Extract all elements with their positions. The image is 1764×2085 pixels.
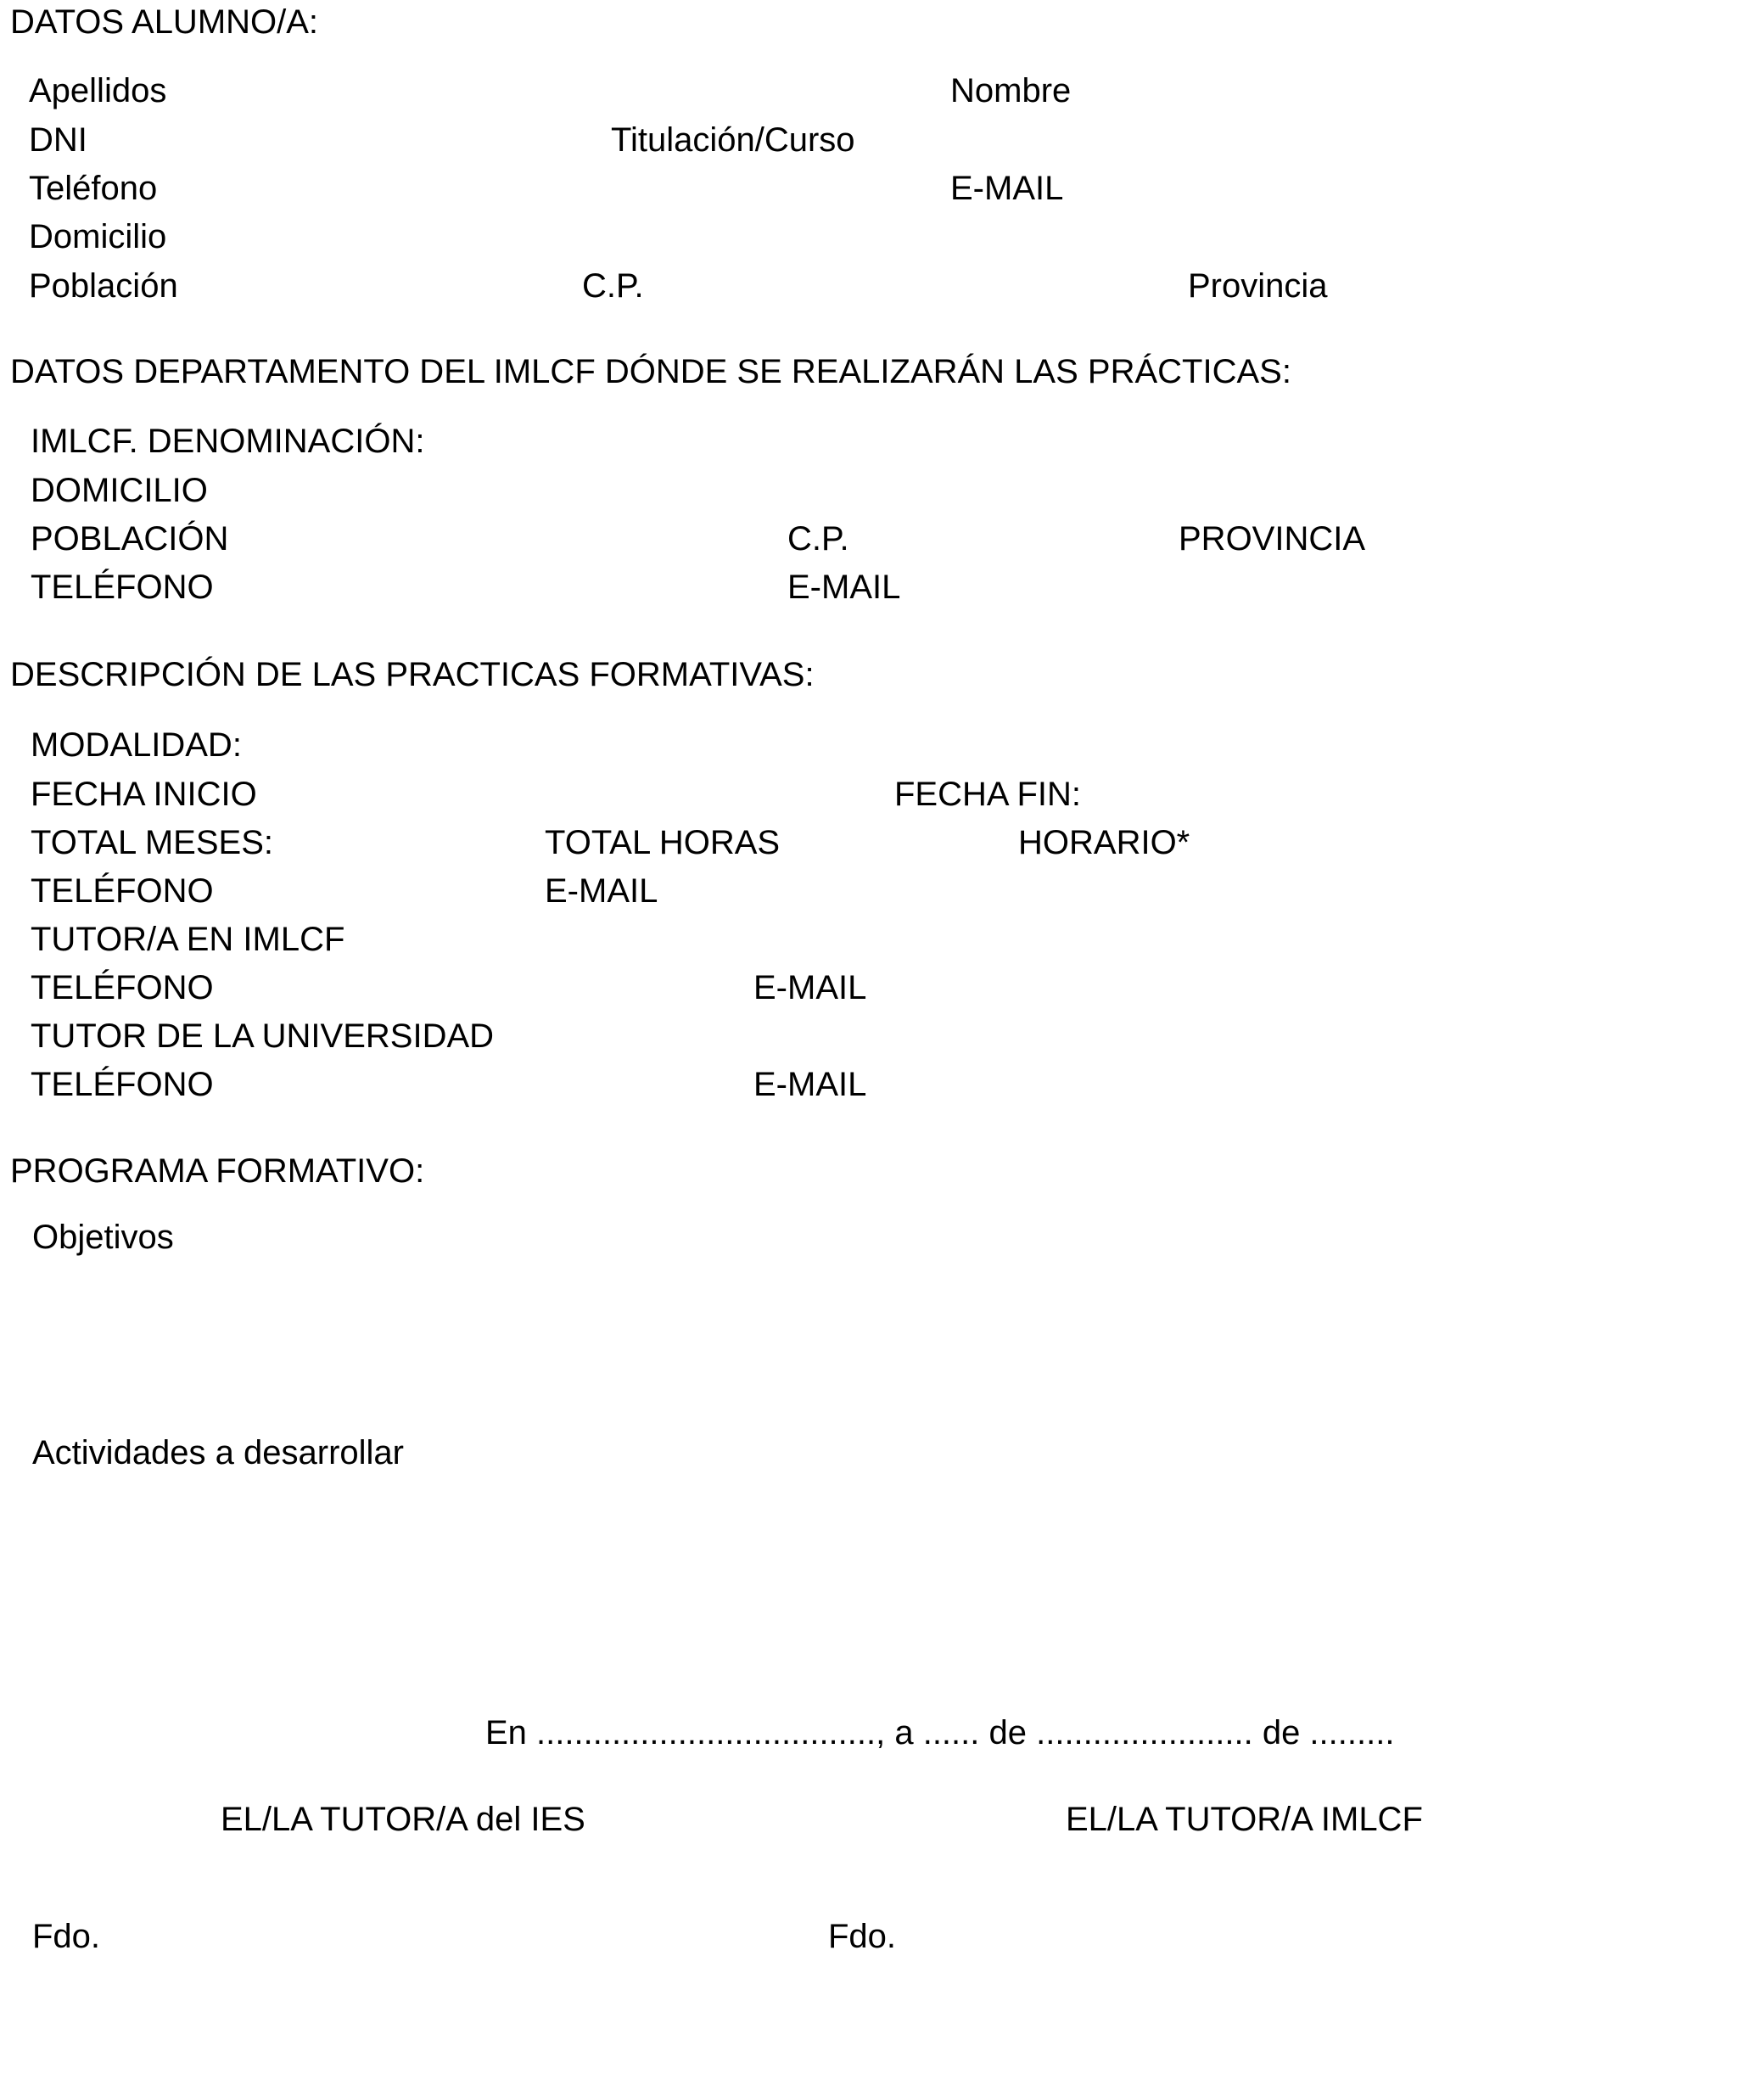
desc-telefono-2: TELÉFONO bbox=[31, 969, 214, 1006]
desc-email-1: E-MAIL bbox=[545, 872, 658, 910]
telefono-label: Teléfono bbox=[29, 170, 158, 207]
provincia-label: Provincia bbox=[1188, 267, 1328, 305]
departamento-heading: DATOS DEPARTAMENTO DEL IMLCF DÓNDE SE REALIZARÁN LAS PRÁCTICAS: bbox=[10, 353, 1291, 390]
dep-cp-label: C.P. bbox=[787, 520, 849, 558]
nombre-label: Nombre bbox=[950, 72, 1072, 109]
horario-label: HORARIO* bbox=[1018, 824, 1190, 861]
denominacion-label: IMLCF. DENOMINACIÓN: bbox=[31, 423, 425, 460]
desc-email-3: E-MAIL bbox=[753, 1066, 867, 1103]
cp-label: C.P. bbox=[582, 267, 644, 305]
desc-telefono-1: TELÉFONO bbox=[31, 872, 214, 910]
dep-email-label: E-MAIL bbox=[787, 569, 901, 606]
lugar-fecha-line: En ...................................., a ...... de ....................... de ......... bbox=[485, 1714, 1395, 1752]
alumno-heading: DATOS ALUMNO/A: bbox=[10, 3, 319, 41]
titulacion-label: Titulación/Curso bbox=[611, 121, 855, 159]
domicilio-label: Domicilio bbox=[29, 218, 167, 255]
dni-label: DNI bbox=[29, 121, 87, 159]
descripcion-heading: DESCRIPCIÓN DE LAS PRACTICAS FORMATIVAS: bbox=[10, 656, 815, 693]
total-horas-label: TOTAL HORAS bbox=[545, 824, 781, 861]
email-label: E-MAIL bbox=[950, 170, 1064, 207]
fecha-inicio-label: FECHA INICIO bbox=[31, 776, 257, 813]
desc-telefono-3: TELÉFONO bbox=[31, 1066, 214, 1103]
fdo-right-label: Fdo. bbox=[828, 1918, 897, 1955]
fdo-left-label: Fdo. bbox=[32, 1918, 101, 1955]
dep-domicilio-label: DOMICILIO bbox=[31, 472, 208, 509]
programa-heading: PROGRAMA FORMATIVO: bbox=[10, 1152, 425, 1190]
tutor-universidad-label: TUTOR DE LA UNIVERSIDAD bbox=[31, 1017, 495, 1055]
objetivos-label: Objetivos bbox=[32, 1219, 174, 1256]
dep-telefono-label: TELÉFONO bbox=[31, 569, 214, 606]
modalidad-label: MODALIDAD: bbox=[31, 726, 242, 764]
dep-poblacion-label: POBLACIÓN bbox=[31, 520, 229, 558]
desc-email-2: E-MAIL bbox=[753, 969, 867, 1006]
dep-provincia-label: PROVINCIA bbox=[1179, 520, 1366, 558]
tutor-imlcf-label: TUTOR/A EN IMLCF bbox=[31, 921, 345, 958]
total-meses-label: TOTAL MESES: bbox=[31, 824, 273, 861]
fecha-fin-label: FECHA FIN: bbox=[894, 776, 1082, 813]
tutor-imlcf-signature-label: EL/LA TUTOR/A IMLCF bbox=[1066, 1801, 1423, 1838]
tutor-ies-signature-label: EL/LA TUTOR/A del IES bbox=[221, 1801, 585, 1838]
apellidos-label: Apellidos bbox=[29, 72, 167, 109]
poblacion-label: Población bbox=[29, 267, 178, 305]
actividades-label: Actividades a desarrollar bbox=[32, 1434, 404, 1471]
